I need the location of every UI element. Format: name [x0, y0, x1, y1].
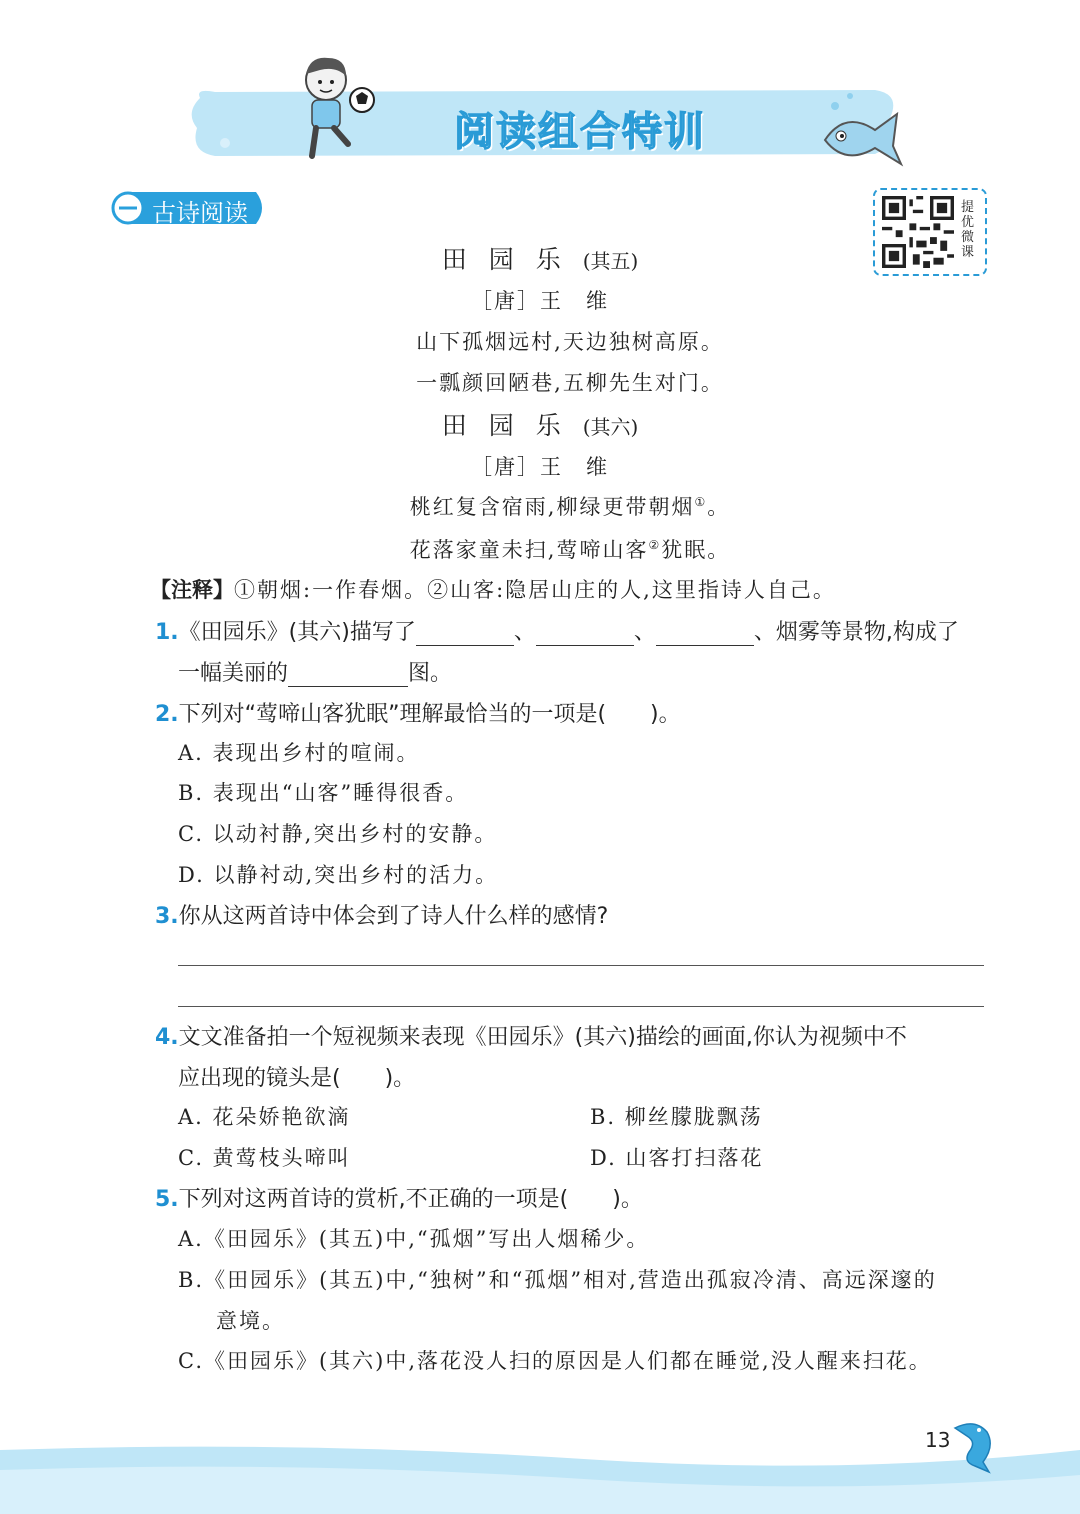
q5-option-b[interactable]: B.《田园乐》(其五)中,“独树”和“孤烟”相对,营造出孤寂冷清、高远深邃的	[178, 1268, 937, 1292]
qr-label: 提优微课	[961, 200, 975, 260]
poem1-line-1: 山下孤烟远村,天边独树高原。	[416, 330, 724, 354]
answer-line-1[interactable]	[178, 965, 984, 966]
q4-option-d[interactable]: D. 山客打扫落花	[590, 1146, 764, 1170]
poem2-author: ［唐］王 维	[471, 455, 609, 479]
q2-option-a[interactable]: A. 表现出乡村的喧闹。	[178, 741, 420, 765]
q1-blank-4[interactable]	[288, 664, 408, 687]
fish-illustration	[815, 100, 905, 170]
q5-option-b-cont: 意境。	[216, 1309, 285, 1333]
q1-blank-1[interactable]	[416, 623, 514, 646]
poem1-author: ［唐］王 维	[471, 289, 609, 313]
q4-option-a[interactable]: A. 花朵娇艳欲滴	[178, 1105, 351, 1129]
poem1-title: 田园乐(其五)	[441, 245, 639, 274]
dolphin-icon	[945, 1418, 1005, 1478]
poem2-title: 田园乐(其六)	[441, 411, 639, 440]
poem2-line-1: 桃红复含宿雨,柳绿更带朝烟①。	[409, 495, 731, 519]
question-4-cont: 应出现的镜头是( )。	[178, 1066, 416, 1091]
footer-wave	[0, 1420, 1080, 1514]
question-3: 3.你从这两首诗中体会到了诗人什么样的感情?	[155, 904, 609, 929]
q2-option-d[interactable]: D. 以静衬动,突出乡村的活力。	[178, 863, 499, 887]
page-number: 13	[925, 1428, 951, 1452]
question-1-cont: 一幅美丽的 图。	[178, 661, 453, 686]
q2-option-c[interactable]: C. 以动衬静,突出乡村的安静。	[178, 822, 498, 846]
notes: 【注释】①朝烟:一作春烟。②山客:隐居山庄的人,这里指诗人自己。	[150, 578, 836, 602]
question-2: 2.下列对“莺啼山客犹眠”理解最恰当的一项是( )。	[155, 702, 681, 727]
poem1-line-2: 一瓢颜回陋巷,五柳先生对门。	[416, 371, 724, 395]
q5-option-a[interactable]: A.《田园乐》(其五)中,“孤烟”写出人烟稀少。	[178, 1227, 650, 1251]
q5-option-c[interactable]: C.《田园乐》(其六)中,落花没人扫的原因是人们都在睡觉,没人醒来扫花。	[178, 1349, 932, 1373]
answer-line-2[interactable]	[178, 1006, 984, 1007]
question-5: 5.下列对这两首诗的赏析,不正确的一项是( )。	[155, 1187, 643, 1212]
boy-soccer-illustration	[290, 52, 380, 164]
q4-option-b[interactable]: B. 柳丝朦胧飘荡	[590, 1105, 763, 1129]
q1-blank-2[interactable]	[536, 623, 634, 646]
poem2-line-2: 花落家童未扫,莺啼山客②犹眠。	[409, 538, 731, 562]
page-title: 阅读组合特训	[454, 109, 706, 155]
section-title: 古诗阅读	[152, 199, 248, 227]
q2-option-b[interactable]: B. 表现出“山客”睡得很香。	[178, 781, 469, 805]
q4-option-c[interactable]: C. 黄莺枝头啼叫	[178, 1146, 351, 1170]
q1-blank-3[interactable]	[656, 623, 754, 646]
question-4: 4.文文准备拍一个短视频来表现《田园乐》(其六)描绘的画面,你认为视频中不	[155, 1025, 907, 1050]
question-1: 1.《田园乐》(其六)描写了 、 、 、烟雾等景物,构成了	[155, 620, 959, 645]
